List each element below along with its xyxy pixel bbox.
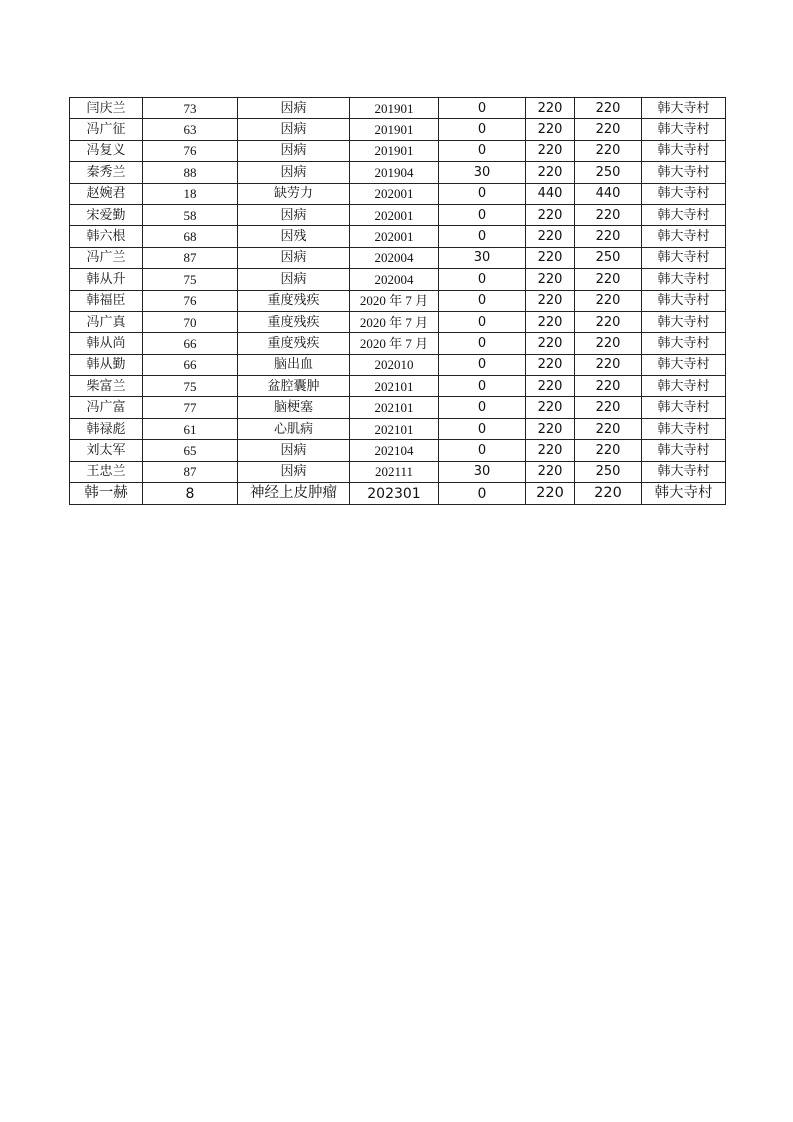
- cell-reason: 因病: [238, 140, 350, 161]
- cell-village: 韩大寺村: [642, 204, 726, 225]
- cell-age: 8: [143, 483, 238, 505]
- cell-reason: 神经上皮肿瘤: [238, 483, 350, 505]
- cell-reason: 因病: [238, 440, 350, 461]
- cell-reason: 脑出血: [238, 354, 350, 375]
- cell-extra: 0: [439, 376, 526, 397]
- cell-name: 冯广征: [70, 119, 143, 140]
- cell-name: 韩禄彪: [70, 418, 143, 439]
- cell-village: 韩大寺村: [642, 119, 726, 140]
- cell-date: 202001: [350, 226, 439, 247]
- cell-base: 220: [526, 311, 575, 332]
- cell-extra: 0: [439, 397, 526, 418]
- cell-total: 220: [575, 140, 642, 161]
- cell-extra: 0: [439, 311, 526, 332]
- cell-date: 202111: [350, 461, 439, 482]
- cell-total: 220: [575, 290, 642, 311]
- cell-name: 赵婉君: [70, 183, 143, 204]
- cell-base: 220: [526, 119, 575, 140]
- cell-reason: 因病: [238, 98, 350, 119]
- cell-date: 202101: [350, 418, 439, 439]
- table-row: [70, 204, 726, 225]
- cell-date: 201904: [350, 162, 439, 183]
- cell-reason: 因病: [238, 247, 350, 268]
- cell-name: 冯广兰: [70, 247, 143, 268]
- cell-age: 63: [143, 119, 238, 140]
- cell-name: 秦秀兰: [70, 162, 143, 183]
- cell-base: 220: [526, 98, 575, 119]
- cell-base: 220: [526, 376, 575, 397]
- table-row: [70, 333, 726, 354]
- cell-age: 65: [143, 440, 238, 461]
- cell-base: 220: [526, 226, 575, 247]
- cell-reason: 因残: [238, 226, 350, 247]
- cell-date: 2020 年 7 月: [350, 311, 439, 332]
- cell-base: 220: [526, 397, 575, 418]
- cell-date: 202101: [350, 397, 439, 418]
- cell-total: 220: [575, 98, 642, 119]
- cell-date: 2020 年 7 月: [350, 333, 439, 354]
- cell-age: 58: [143, 204, 238, 225]
- cell-name: 韩福臣: [70, 290, 143, 311]
- cell-total: 220: [575, 269, 642, 290]
- cell-reason: 盆腔囊肿: [238, 376, 350, 397]
- cell-base: 220: [526, 333, 575, 354]
- cell-age: 70: [143, 311, 238, 332]
- table-row: [70, 311, 726, 332]
- cell-reason: 因病: [238, 461, 350, 482]
- cell-name: 韩从尚: [70, 333, 143, 354]
- cell-name: 刘太军: [70, 440, 143, 461]
- cell-name: 柴富兰: [70, 376, 143, 397]
- cell-name: 王忠兰: [70, 461, 143, 482]
- cell-extra: 0: [439, 226, 526, 247]
- cell-date: 201901: [350, 140, 439, 161]
- cell-village: 韩大寺村: [642, 376, 726, 397]
- cell-age: 66: [143, 354, 238, 375]
- cell-reason: 重度残疾: [238, 290, 350, 311]
- cell-total: 220: [575, 440, 642, 461]
- cell-base: 220: [526, 247, 575, 268]
- cell-total: 220: [575, 333, 642, 354]
- cell-base: 220: [526, 162, 575, 183]
- table-row: [70, 162, 726, 183]
- cell-total: 220: [575, 204, 642, 225]
- table-row: [70, 226, 726, 247]
- cell-extra: 30: [439, 461, 526, 482]
- cell-village: 韩大寺村: [642, 183, 726, 204]
- cell-extra: 0: [439, 204, 526, 225]
- cell-age: 87: [143, 247, 238, 268]
- cell-total: 220: [575, 397, 642, 418]
- cell-date: 202004: [350, 269, 439, 290]
- cell-name: 冯复义: [70, 140, 143, 161]
- cell-date: 202004: [350, 247, 439, 268]
- cell-base: 220: [526, 418, 575, 439]
- table-row: [70, 440, 726, 461]
- cell-total: 220: [575, 119, 642, 140]
- table-row: [70, 397, 726, 418]
- table-row: [70, 418, 726, 439]
- table-row: [70, 98, 726, 119]
- cell-base: 440: [526, 183, 575, 204]
- cell-date: 201901: [350, 98, 439, 119]
- cell-age: 88: [143, 162, 238, 183]
- cell-extra: 0: [439, 440, 526, 461]
- cell-base: 220: [526, 354, 575, 375]
- cell-village: 韩大寺村: [642, 290, 726, 311]
- cell-name: 韩从升: [70, 269, 143, 290]
- cell-extra: 0: [439, 354, 526, 375]
- cell-age: 75: [143, 376, 238, 397]
- cell-date: 201901: [350, 119, 439, 140]
- cell-total: 220: [575, 226, 642, 247]
- cell-extra: 0: [439, 183, 526, 204]
- cell-age: 76: [143, 290, 238, 311]
- table-row: [70, 354, 726, 375]
- cell-reason: 重度残疾: [238, 333, 350, 354]
- cell-total: 250: [575, 247, 642, 268]
- cell-base: 220: [526, 461, 575, 482]
- cell-reason: 因病: [238, 204, 350, 225]
- table-row: [70, 119, 726, 140]
- cell-extra: 0: [439, 98, 526, 119]
- cell-village: 韩大寺村: [642, 461, 726, 482]
- table-row: [70, 269, 726, 290]
- cell-age: 18: [143, 183, 238, 204]
- cell-base: 220: [526, 290, 575, 311]
- cell-reason: 重度残疾: [238, 311, 350, 332]
- cell-total: 250: [575, 461, 642, 482]
- cell-name: 闫庆兰: [70, 98, 143, 119]
- cell-extra: 0: [439, 119, 526, 140]
- cell-village: 韩大寺村: [642, 247, 726, 268]
- table-row: [70, 290, 726, 311]
- cell-extra: 0: [439, 418, 526, 439]
- cell-total: 220: [575, 354, 642, 375]
- table-row: [70, 140, 726, 161]
- cell-village: 韩大寺村: [642, 311, 726, 332]
- cell-date: 202001: [350, 204, 439, 225]
- cell-village: 韩大寺村: [642, 440, 726, 461]
- cell-total: 220: [575, 483, 642, 505]
- table-row: [70, 483, 726, 505]
- cell-total: 220: [575, 311, 642, 332]
- cell-village: 韩大寺村: [642, 333, 726, 354]
- table-row: [70, 461, 726, 482]
- cell-date: 202301: [350, 483, 439, 505]
- table-body: [70, 98, 726, 505]
- cell-age: 75: [143, 269, 238, 290]
- cell-date: 202001: [350, 183, 439, 204]
- cell-extra: 30: [439, 162, 526, 183]
- cell-reason: 因病: [238, 269, 350, 290]
- cell-age: 77: [143, 397, 238, 418]
- assistance-table: [69, 97, 726, 505]
- table-row: [70, 183, 726, 204]
- cell-age: 73: [143, 98, 238, 119]
- cell-base: 220: [526, 269, 575, 290]
- cell-base: 220: [526, 483, 575, 505]
- cell-age: 76: [143, 140, 238, 161]
- cell-base: 220: [526, 204, 575, 225]
- cell-base: 220: [526, 440, 575, 461]
- cell-extra: 0: [439, 290, 526, 311]
- cell-village: 韩大寺村: [642, 483, 726, 505]
- cell-age: 87: [143, 461, 238, 482]
- table-row: [70, 247, 726, 268]
- cell-name: 冯广富: [70, 397, 143, 418]
- cell-village: 韩大寺村: [642, 269, 726, 290]
- cell-reason: 因病: [238, 119, 350, 140]
- cell-village: 韩大寺村: [642, 397, 726, 418]
- cell-age: 61: [143, 418, 238, 439]
- cell-date: 202104: [350, 440, 439, 461]
- cell-name: 韩六根: [70, 226, 143, 247]
- cell-village: 韩大寺村: [642, 418, 726, 439]
- cell-date: 2020 年 7 月: [350, 290, 439, 311]
- cell-name: 冯广真: [70, 311, 143, 332]
- cell-reason: 缺劳力: [238, 183, 350, 204]
- cell-name: 宋爱勤: [70, 204, 143, 225]
- cell-age: 68: [143, 226, 238, 247]
- cell-reason: 因病: [238, 162, 350, 183]
- cell-date: 202101: [350, 376, 439, 397]
- cell-base: 220: [526, 140, 575, 161]
- cell-age: 66: [143, 333, 238, 354]
- cell-name: 韩从勤: [70, 354, 143, 375]
- cell-extra: 0: [439, 269, 526, 290]
- cell-reason: 脑梗塞: [238, 397, 350, 418]
- cell-total: 440: [575, 183, 642, 204]
- cell-village: 韩大寺村: [642, 140, 726, 161]
- cell-total: 220: [575, 376, 642, 397]
- cell-village: 韩大寺村: [642, 226, 726, 247]
- cell-date: 202010: [350, 354, 439, 375]
- cell-village: 韩大寺村: [642, 98, 726, 119]
- table-row: [70, 376, 726, 397]
- cell-extra: 0: [439, 333, 526, 354]
- cell-total: 250: [575, 162, 642, 183]
- cell-total: 220: [575, 418, 642, 439]
- cell-village: 韩大寺村: [642, 162, 726, 183]
- cell-name: 韩一赫: [70, 483, 143, 505]
- cell-village: 韩大寺村: [642, 354, 726, 375]
- cell-extra: 30: [439, 247, 526, 268]
- cell-extra: 0: [439, 140, 526, 161]
- cell-reason: 心肌病: [238, 418, 350, 439]
- cell-extra: 0: [439, 483, 526, 505]
